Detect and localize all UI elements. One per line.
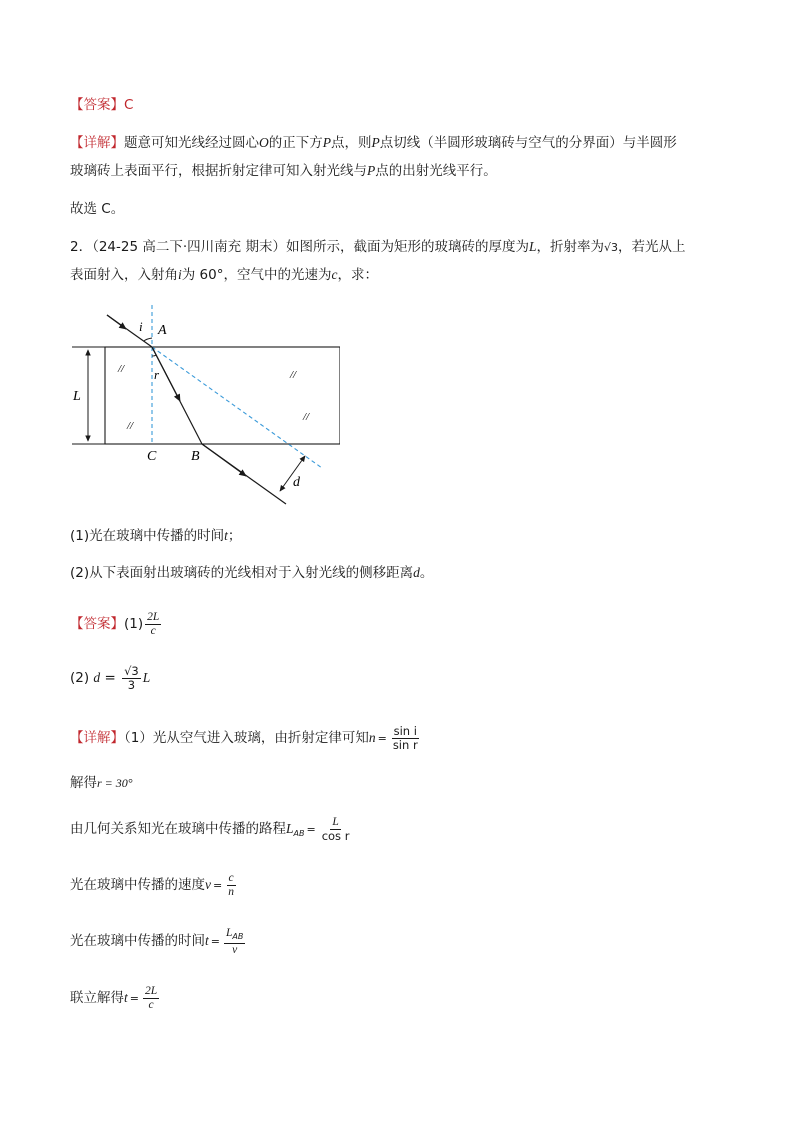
problem-2-line-1 (70, 237, 685, 258)
problem-text: ，求： (337, 267, 378, 283)
fraction-2l-over-c: $\frac{2L}{c}$ (147, 610, 160, 637)
problem-text: ，若光从上 (617, 239, 686, 255)
incident-arrow (107, 315, 126, 329)
fraction-c-over-n: $\frac{c}{n}$ (228, 871, 234, 898)
var-l: L (286, 821, 294, 836)
var-p: P (371, 135, 380, 150)
question-text: 。 (419, 565, 434, 581)
problem-2-line-2 (70, 265, 378, 285)
fraction-lab-over-v: $\frac{L_{AB}}{v}$ (225, 926, 244, 956)
var-v: v (205, 877, 211, 892)
var-t: t (124, 990, 128, 1005)
detail-text: 的正下方 (268, 135, 323, 151)
label-r: r (154, 367, 160, 382)
part-label: (2) (70, 670, 90, 686)
var-p: P (367, 163, 376, 178)
var-l: L (528, 239, 537, 254)
label-d: d (293, 475, 300, 490)
detail-text: 光在玻璃中传播的时间 (70, 933, 205, 949)
emergent-arrow (202, 444, 246, 476)
angle-r-arc (152, 355, 156, 356)
equals: = (129, 992, 139, 1005)
detail-text: 联立解得 (70, 990, 124, 1006)
equals: = (104, 670, 116, 686)
label-a: A (158, 323, 167, 338)
var-c: c (331, 267, 338, 282)
question-text: (1)光在玻璃中传播的时间 (70, 528, 225, 544)
glass-block (105, 347, 340, 444)
detail-text: 题意可知光线经过圆心 (124, 135, 259, 151)
question-2 (70, 563, 433, 583)
label-b: B (191, 449, 200, 464)
detail-2-step-6 (70, 981, 161, 1016)
fraction-sini-over-sinr: $\frac{\text{sin i}}{\text{sin r}}$ (392, 723, 418, 752)
question-text: ； (227, 528, 242, 544)
detail-2-step-4 (70, 868, 238, 903)
label-l: L (73, 389, 81, 404)
equals: = (306, 823, 316, 836)
detail-1-line-1 (70, 133, 677, 153)
detail-2-step-3 (70, 812, 353, 851)
glass-hatch: // (118, 363, 125, 375)
conclusion-1: 故选 C。 (70, 201, 125, 217)
var-l: L (142, 670, 151, 685)
result-r: r = 30° (97, 776, 133, 790)
answer-2-part-1 (70, 608, 163, 640)
detail-text: 解得 (70, 775, 97, 791)
label-i: i (139, 319, 143, 334)
problem-text: ，折射率为 (536, 239, 604, 255)
answer-tag: 【答案】 (70, 97, 124, 113)
detail-text: 由几何关系知光在玻璃中传播的路程 (70, 821, 286, 837)
answer-tag: 【答案】 (70, 616, 124, 632)
incident-extension (152, 347, 322, 468)
angle-i-arc (144, 338, 152, 341)
answer-value: C (124, 97, 134, 113)
equals: = (210, 935, 220, 948)
refraction-diagram (60, 300, 340, 515)
equals: = (377, 732, 387, 745)
detail-2-step-2 (70, 773, 133, 793)
answer-2-part-2 (70, 660, 150, 696)
detail-tag: 【详解】 (70, 135, 124, 151)
detail-text: 光在玻璃中传播的速度 (70, 877, 205, 893)
fraction-2l-over-c: $\frac{2L}{c}$ (144, 984, 158, 1011)
fraction-sqrt3-over-3: $\frac{√3}{3}$ (124, 663, 139, 692)
detail-text: 点切线（半圆形玻璃砖与空气的分界面）与半圆形 (379, 135, 677, 151)
detail-text: 点的出射光线平行。 (375, 163, 497, 179)
question-1 (70, 526, 241, 546)
detail-1-line-2 (70, 161, 497, 181)
var-t: t (205, 933, 209, 948)
var-o: O (259, 135, 269, 150)
glass-hatch: // (303, 411, 310, 423)
var-d: d (93, 670, 101, 685)
var-i: i (178, 267, 182, 282)
part-label: (1) (124, 616, 144, 632)
equals: = (213, 879, 223, 892)
detail-text: 点，则 (331, 135, 372, 151)
problem-text: 2．（24-25 高二下·四川南充 期末）如图所示，截面为矩形的玻璃砖的厚度为 (70, 239, 529, 255)
fraction-l-over-cosr: $\frac{L}{\text{cos r}}$ (321, 815, 350, 843)
glass-hatch: // (127, 420, 134, 432)
var-d: d (413, 565, 420, 580)
problem-text: 表面射入，入射角 (70, 267, 178, 283)
answer-1 (70, 95, 133, 115)
problem-text: 为 60°，空气中的光速为 (181, 267, 332, 283)
glass-hatch: // (290, 369, 297, 381)
question-text: (2)从下表面射出玻璃砖的光线相对于入射光线的侧移距离 (70, 565, 414, 581)
detail-text: （1）光从空气进入玻璃，由折射定律可知 (124, 730, 369, 746)
subscript-ab: AB (293, 829, 305, 838)
detail-tag: 【详解】 (70, 730, 124, 746)
sqrt-3: √3 (603, 241, 618, 254)
var-t: t (224, 528, 228, 543)
detail-text: 玻璃砖上表面平行，根据折射定律可知入射光线与 (70, 163, 367, 179)
label-c: C (147, 449, 157, 464)
detail-2-step-5 (70, 924, 247, 959)
var-p: P (322, 135, 331, 150)
var-n: n (368, 730, 376, 745)
detail-2-step-1 (70, 722, 422, 755)
